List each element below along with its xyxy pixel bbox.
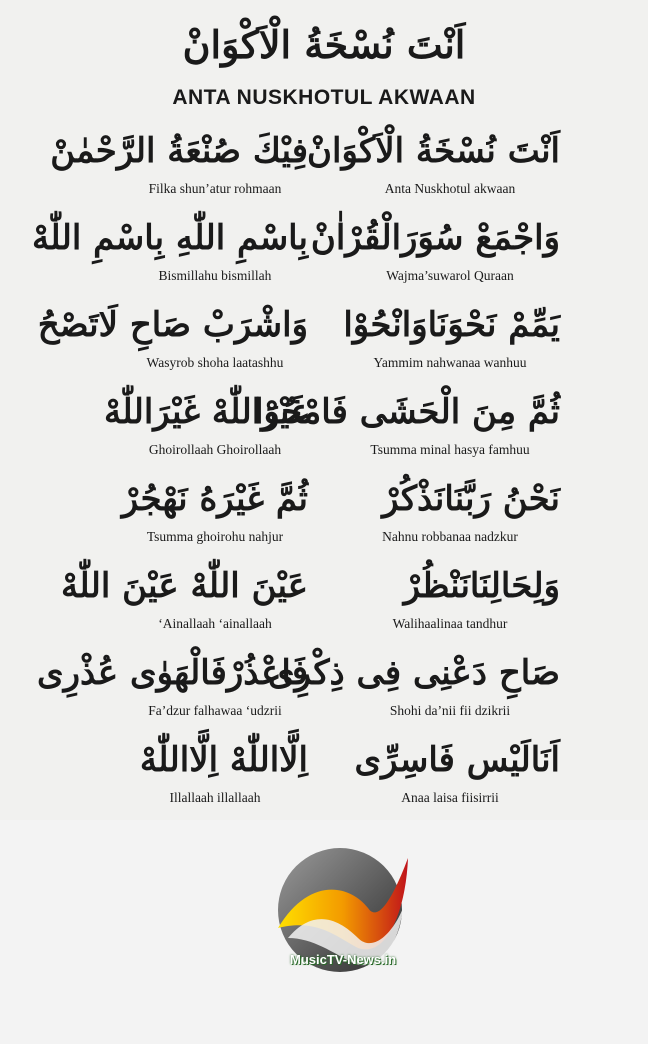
verse-left-column xyxy=(37,302,330,386)
verse-arabic-text: يَمِّمْ نَحْوَنَاوَانْحُوْا xyxy=(343,305,560,345)
verse-arabic-text: اِلَّااللّٰهْ اِلَّااللّٰهْ xyxy=(139,740,308,780)
verse-arabic-text: وَلِحَالِنَانَنْظُرْ xyxy=(403,566,560,606)
verse-arabic-text: فِيْكَ صُنْعَةُ الرَّحْمٰنْ xyxy=(50,131,308,171)
verse-arabic-text: غَيْرَاللّٰهْ غَيْرَاللّٰهْ xyxy=(103,392,308,432)
verse-left-column xyxy=(60,563,330,647)
verse-transliteration: ‘Ainallaah ‘ainallaah xyxy=(158,616,272,631)
verse-row xyxy=(0,128,648,212)
verse-row xyxy=(0,563,648,647)
verse-arabic-text: وَاجْمَعْ سُوَرَالْقُرْاٰنْ xyxy=(310,218,560,258)
verse-transliteration: Anaa laisa fiisirrii xyxy=(401,790,499,805)
verse-arabic-text: بِاسْمِ اللّٰهِ بِاسْمِ اللّٰهْ xyxy=(32,218,308,258)
verse-arabic-text: اَنَالَيْس فَاسِرِّى xyxy=(354,740,560,780)
verse-arabic-text: ثُمَّ مِنَ الْحَشَى فَامْحُوْا xyxy=(254,392,560,432)
verse-right-column xyxy=(267,650,570,734)
verse-arabic-text: صَاحِ دَعْنِى فِى ذِكْرِى xyxy=(267,653,560,693)
verse-left-column xyxy=(32,215,330,299)
verse-right-column xyxy=(330,737,570,821)
verse-row xyxy=(0,389,648,473)
verse-transliteration: Nahnu robbanaa nadzkur xyxy=(382,529,518,544)
verse-right-column xyxy=(310,215,570,299)
verse-transliteration: Anta Nuskhotul akwaan xyxy=(384,181,516,196)
verse-right-column xyxy=(307,128,570,212)
verse-arabic-text: اَنْتَ نُسْخَةُ الْاَكْوَانْ xyxy=(307,131,560,171)
verse-arabic-text: نَحْنُ رَبَّنَانَذْكُرْ xyxy=(382,479,560,519)
verse-transliteration: Yammim nahwanaa wanhuu xyxy=(373,355,527,370)
verse-left-column xyxy=(60,476,330,560)
verse-row xyxy=(0,476,648,560)
verse-transliteration: Walihaalinaa tandhur xyxy=(392,616,508,631)
verse-arabic-text: وَاشْرَبْ صَاحِ لَاتَصْحُ xyxy=(37,305,308,345)
verse-right-column xyxy=(330,476,570,560)
verse-transliteration: Filka shun’atur rohmaan xyxy=(148,181,282,196)
verse-arabic-text: عَيْنَ اللّٰهْ عَيْنَ اللّٰهْ xyxy=(61,566,308,606)
verse-transliteration: Shohi da’nii fii dzikrii xyxy=(389,703,511,718)
watermark-text: MusicTV-News.in xyxy=(290,952,397,967)
verse-transliteration: Bismillahu bismillah xyxy=(158,268,272,283)
verse-arabic-text: فَاعْذُرْفَالْهَوٰى عُذْرِى xyxy=(37,653,308,693)
verse-transliteration: Tsumma minal hasya famhuu xyxy=(370,442,530,457)
verse-right-column xyxy=(254,389,570,473)
verse-transliteration: Illallaah illallaah xyxy=(169,790,261,805)
page-title-arabic: اَنْتَ نُسْخَةُ الْاَكْوَانْ xyxy=(182,22,466,67)
verse-transliteration: Wasyrob shoha laatashhu xyxy=(146,355,284,370)
verse-transliteration: Tsumma ghoirohu nahjur xyxy=(146,529,284,544)
verse-left-column xyxy=(60,737,330,821)
verse-row xyxy=(0,737,648,821)
verse-transliteration: Fa’dzur falhawaa ‘udzrii xyxy=(148,703,282,718)
verse-row xyxy=(0,302,648,386)
verse-arabic-text: ثُمَّ غَيْرَهُ نَهْجُرْ xyxy=(121,479,308,519)
verse-left-column xyxy=(50,128,330,212)
verse-row xyxy=(0,650,648,734)
verse-transliteration: Ghoirollaah Ghoirollaah xyxy=(148,442,282,457)
page-title-latin: ANTA NUSKHOTUL AKWAAN xyxy=(172,86,476,109)
verse-right-column xyxy=(330,563,570,647)
verse-row xyxy=(0,215,648,299)
verse-right-column xyxy=(330,302,570,386)
verse-transliteration: Wajma’suwarol Quraan xyxy=(386,268,514,283)
